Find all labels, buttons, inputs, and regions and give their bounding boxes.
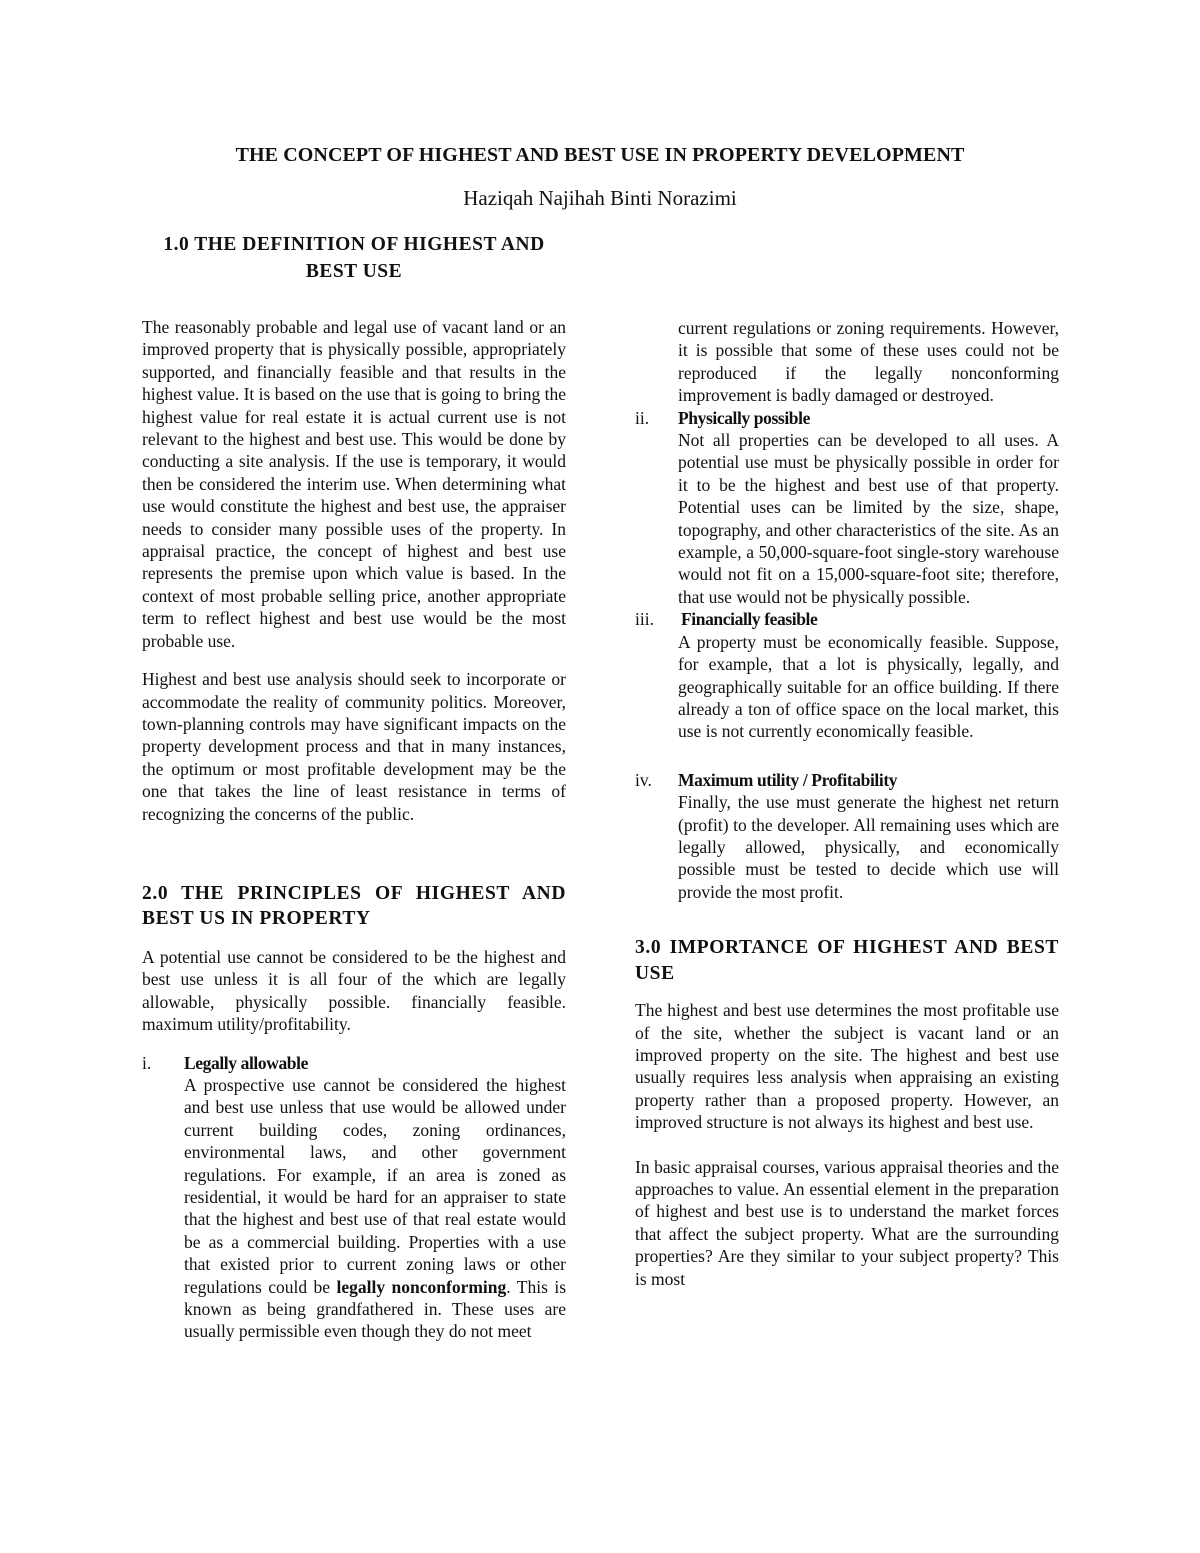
principle-title: Physically possible xyxy=(678,407,810,428)
principle-item-maximum-utility xyxy=(635,769,1059,903)
principle-number: iii. xyxy=(635,609,654,630)
principle-number: i. xyxy=(142,1052,152,1073)
principle-text: A property must be economically feasible. Suppose, for example, that a lot is physically, legally, and geographically suitable for an office building. If there already a ton of office space on the local market, this use is not currently economically feasible. xyxy=(678,631,1059,742)
principle-title: Legally allowable xyxy=(184,1052,308,1073)
section1-paragraph-1: The reasonably probable and legal use of vacant land or an improved property that is physically possible, appropriately supported, and financially feasible and that results in the highest value. It is based on the use that is going to bring the highest value for real estate it is actual current use is not relevant to the highest and best use. This would be done by conducting a site analysis. If the use is temporary, it would then be considered the interim use. When determining what use would constitute the highest and best use, the appraiser needs to consider many possible uses of the property. In appraisal practice, the concept of highest and best use represents the premise upon which value is based. In the context of most probable selling price, another appropriate term to reflect highest and best use would be the most probable use. xyxy=(142,317,566,651)
section3-paragraph-1: The highest and best use determines the most profitable use of the site, whether the subject is vacant land or an improved property on the site. The highest and best use usually requires less analysis when appraising an existing property rather than a proposed property. However, an improved structure is not always its highest and best use. xyxy=(635,1000,1059,1133)
section1-heading-line1: 1.0 THE DEFINITION OF HIGHEST AND xyxy=(163,234,545,255)
principle-text-continued: current regulations or zoning requirements. However, it is possible that some of these uses could not be reproduced if the legally nonconforming improvement is badly damaged or destroyed. xyxy=(678,318,1059,406)
section2-heading: 2.0 THE PRINCIPLES OF HIGHEST AND BEST US IN PROPERTY xyxy=(142,882,566,930)
principle-text: Not all properties can be developed to all uses. A potential use must be physically possible in order for it to be the highest and best use of that property. Potential uses can be limited by the size, shape, topography, and other characteristics of the site. As an example, a 50,000-square-foot single-story warehouse would not fit on a 15,000-square-foot site; therefore, that use would not be physically possible. xyxy=(678,430,1059,607)
principle-text xyxy=(184,1074,566,1343)
document-title: THE CONCEPT OF HIGHEST AND BEST USE IN PROPERTY DEVELOPMENT xyxy=(235,144,965,166)
section1-heading xyxy=(142,231,566,285)
principle-text-after: . This is known as being grandfathered in. These uses are usually permissible even though they do not meet xyxy=(184,1276,567,1342)
left-column xyxy=(142,231,566,1343)
principle-item-financially-feasible xyxy=(635,608,1059,742)
principle-item-legally-allowable-continued xyxy=(635,317,1059,407)
principle-title: Maximum utility / Profitability xyxy=(678,769,898,790)
section2-intro: A potential use cannot be considered to be the highest and best use unless it is all four of the which are legally allowable, physically possible. financially feasible. maximum utility/profitability. xyxy=(142,946,566,1035)
principle-title: Financially feasible xyxy=(681,609,818,630)
author-name: Haziqah Najihah Binti Norazimi xyxy=(463,186,737,210)
legally-nonconforming-term: legally nonconforming xyxy=(336,1276,507,1297)
section3-paragraph-2: In basic appraisal courses, various appraisal theories and the approaches to value. An essential element in the preparation of highest and best use is to understand the market forces that affect the subject property. What are the surrounding properties? Are they similar to your subject property? This is most xyxy=(635,1156,1059,1289)
right-column xyxy=(635,317,1059,1290)
principle-item-physically-possible xyxy=(635,407,1059,609)
principle-text: Finally, the use must generate the highest net return (profit) to the developer. All remaining uses which are legally allowed, physically, and economically possible must be tested to decide which use will provide the most profit. xyxy=(678,792,1059,902)
section3-heading: 3.0 IMPORTANCE OF HIGHEST AND BEST USE xyxy=(635,937,1059,984)
principle-number: ii. xyxy=(635,407,650,428)
principle-text-before: A prospective use cannot be considered the highest and best use unless that use would be allowed under current building codes, zoning ordinances, environmental laws, and other government regulations. For example, if an area is zoned as residential, it would be hard for an appraiser to state that the highest and best use of that real estate would be as a commercial building. Properties with a use that existed prior to current zoning laws or other regulations could be xyxy=(184,1074,566,1297)
section1-heading-line2: BEST USE xyxy=(305,261,403,282)
section1-paragraph-2: Highest and best use analysis should seek to incorporate or accommodate the reality of community politics. Moreover, town-planning controls may have significant impacts on the property development process and that in many instances, the optimum or most profitable development may be the one that takes the line of least resistance in terms of recognizing the concerns of the public. xyxy=(142,669,566,824)
principle-number: iv. xyxy=(635,769,652,790)
principle-item-legally-allowable xyxy=(142,1052,566,1343)
